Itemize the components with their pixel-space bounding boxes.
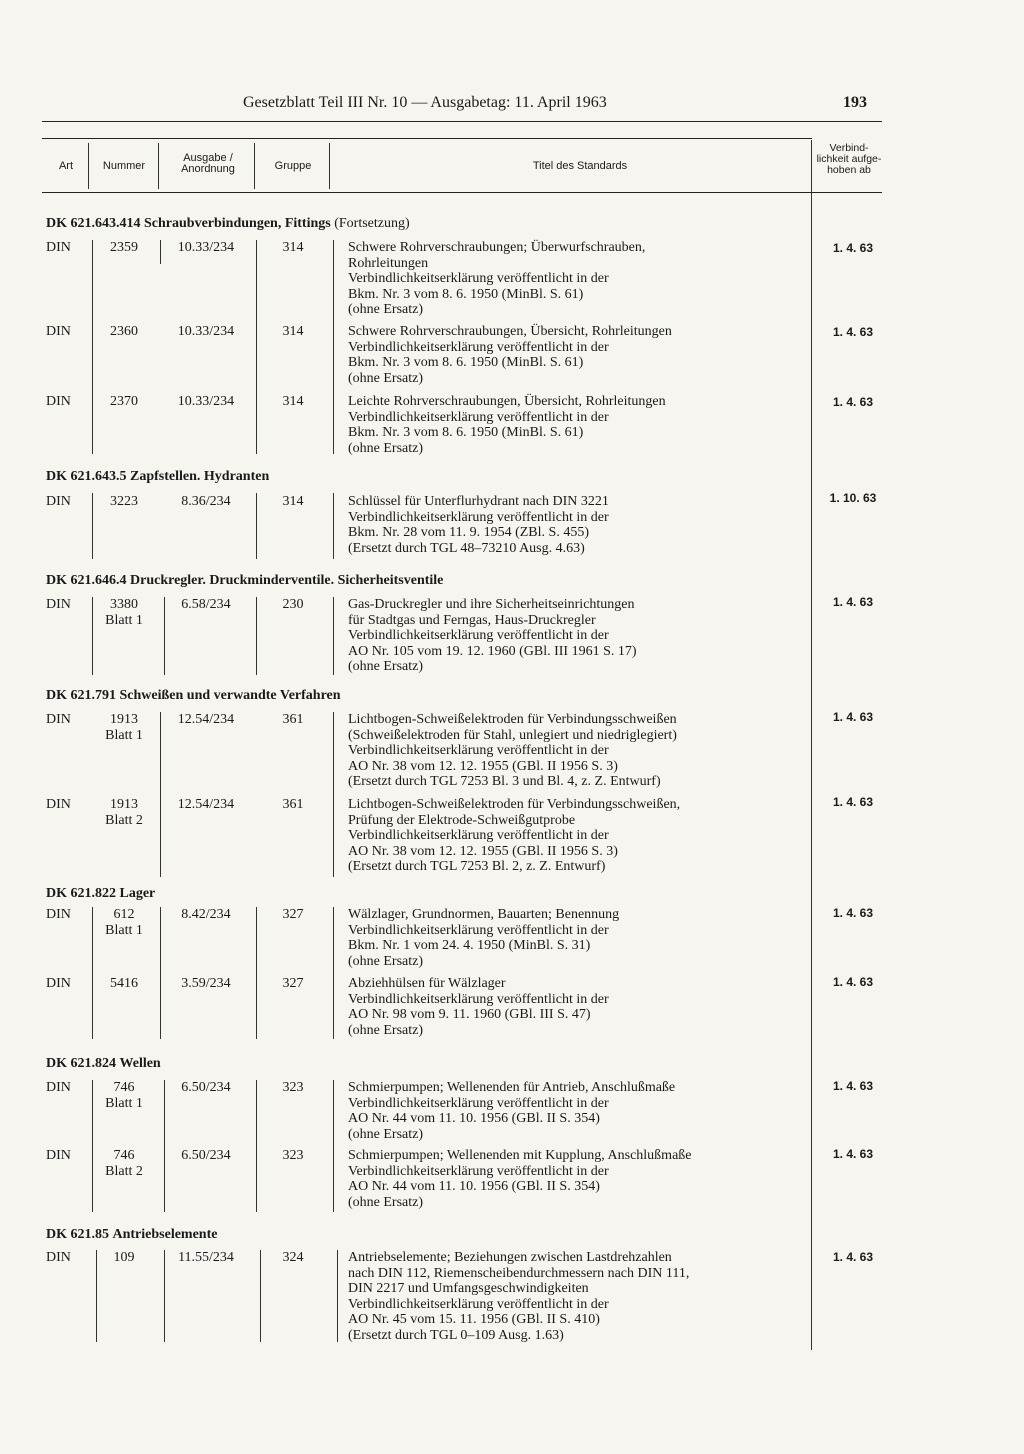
table-header-bottom-rule bbox=[42, 192, 882, 193]
titel-line: Verbindlichkeitserklärung veröffentlicht in der bbox=[348, 628, 609, 643]
titel-line: DIN 2217 und Umfangsgeschwindigkeiten bbox=[348, 1281, 589, 1296]
cell-titel bbox=[348, 1080, 804, 1142]
section-heading bbox=[46, 469, 269, 485]
cell-nummer-line: 2360 bbox=[110, 324, 138, 339]
cell-datum: 1. 4. 63 bbox=[832, 710, 874, 724]
column-header-nummer: Nummer bbox=[102, 160, 146, 172]
titel-line: Bkm. Nr. 3 vom 8. 6. 1950 (MinBl. S. 61) bbox=[348, 286, 584, 302]
column-header-verbindlichkeit: Verbind- lichkeit aufge- hoben ab bbox=[816, 142, 882, 176]
titel-line: (ohne Ersatz) bbox=[348, 1126, 424, 1142]
cell-nummer bbox=[90, 240, 158, 256]
titel-line: Abziehhülsen für Wälzlager bbox=[348, 976, 506, 991]
cell-titel bbox=[348, 597, 804, 675]
cell-ausgabe: 6.50/234 bbox=[181, 1080, 231, 1095]
section-dk: DK 621.643.5 bbox=[46, 469, 127, 484]
cell-titel bbox=[348, 976, 804, 1038]
cell-titel bbox=[348, 712, 804, 790]
titel-line: (ohne Ersatz) bbox=[348, 302, 424, 317]
titel-line: (ohne Ersatz) bbox=[348, 370, 424, 386]
section-name: Lager bbox=[119, 886, 156, 901]
cell-titel bbox=[348, 1148, 804, 1210]
cell-nummer bbox=[90, 1080, 158, 1111]
cell-art: DIN bbox=[46, 597, 71, 612]
cell-nummer-line: 3380 bbox=[110, 597, 138, 612]
cell-nummer-line: 746 bbox=[113, 1148, 135, 1163]
titel-line: Verbindlichkeitserklärung veröffentlicht in der bbox=[348, 991, 609, 1007]
cell-datum: 1. 4. 63 bbox=[832, 1250, 874, 1264]
cell-nummer bbox=[90, 1250, 158, 1266]
cell-art: DIN bbox=[46, 907, 71, 922]
column-divider bbox=[92, 1080, 93, 1212]
cell-nummer-line: 109 bbox=[113, 1250, 135, 1265]
column-header-art: Art bbox=[58, 160, 74, 172]
titel-line: Verbindlichkeitserklärung veröffentlicht in der bbox=[348, 743, 609, 758]
column-divider bbox=[164, 1250, 165, 1342]
column-divider bbox=[92, 907, 93, 1039]
titel-line: Schwere Rohrverschraubungen, Übersicht, Rohrleitungen bbox=[348, 324, 672, 339]
column-divider bbox=[333, 907, 334, 1039]
column-divider bbox=[158, 143, 159, 189]
cell-nummer bbox=[90, 1148, 158, 1179]
page-header-title: Gesetzblatt Teil III Nr. 10 — Ausgabetag: 11. April 1963 bbox=[243, 94, 607, 111]
cell-titel bbox=[348, 324, 804, 386]
cell-ausgabe: 10.33/234 bbox=[177, 394, 235, 409]
section-name: Wellen bbox=[119, 1056, 161, 1071]
cell-ausgabe: 6.50/234 bbox=[181, 1148, 231, 1163]
cell-datum: 1. 4. 63 bbox=[832, 1079, 874, 1093]
section-name: Schraubverbindungen, Fittings bbox=[144, 216, 331, 231]
cell-art: DIN bbox=[46, 394, 71, 409]
column-divider bbox=[256, 240, 257, 454]
cell-nummer-line: Blatt 2 bbox=[105, 812, 143, 828]
cell-gruppe: 314 bbox=[282, 394, 304, 409]
titel-line: AO Nr. 105 vom 19. 12. 1960 (GBl. III 1961 S. 17) bbox=[348, 643, 637, 659]
titel-line: (ohne Ersatz) bbox=[348, 440, 424, 456]
titel-line: AO Nr. 38 vom 12. 12. 1955 (GBl. II 1956 S. 3) bbox=[348, 758, 618, 774]
titel-line: Verbindlichkeitserklärung veröffentlicht in der bbox=[348, 828, 609, 843]
section-dk: DK 621.85 bbox=[46, 1227, 109, 1242]
cell-nummer-line: 1913 bbox=[110, 797, 138, 812]
titel-line: (ohne Ersatz) bbox=[348, 1022, 424, 1038]
cell-art: DIN bbox=[46, 324, 71, 339]
titel-line: AO Nr. 44 vom 11. 10. 1956 (GBl. II S. 354) bbox=[348, 1179, 600, 1194]
cell-gruppe: 314 bbox=[282, 240, 304, 255]
cell-datum: 1. 4. 63 bbox=[832, 975, 874, 989]
cell-gruppe: 361 bbox=[282, 797, 304, 812]
cell-art: DIN bbox=[46, 1148, 71, 1163]
cell-art: DIN bbox=[46, 494, 71, 509]
cell-ausgabe: 10.33/234 bbox=[177, 324, 235, 339]
column-divider bbox=[256, 1080, 257, 1212]
column-divider bbox=[96, 1250, 97, 1342]
titel-line: für Stadtgas und Ferngas, Haus-Druckregler bbox=[348, 612, 596, 628]
titel-line: AO Nr. 98 vom 9. 11. 1960 (GBl. III S. 47) bbox=[348, 1007, 591, 1022]
cell-ausgabe: 10.33/234 bbox=[177, 240, 235, 255]
cell-art: DIN bbox=[46, 1080, 71, 1095]
cell-art: DIN bbox=[46, 797, 71, 812]
cell-gruppe: 361 bbox=[282, 712, 304, 727]
titel-line: Verbindlichkeitserklärung veröffentlicht in der bbox=[348, 509, 609, 525]
cell-gruppe: 230 bbox=[282, 597, 304, 612]
column-divider bbox=[92, 493, 93, 559]
cell-titel bbox=[348, 797, 804, 875]
column-divider bbox=[254, 143, 255, 189]
column-divider bbox=[88, 143, 89, 189]
column-divider bbox=[160, 712, 161, 877]
titel-line: Verbindlichkeitserklärung veröffentlicht in der bbox=[348, 1095, 609, 1111]
column-divider bbox=[333, 712, 334, 877]
cell-titel bbox=[348, 394, 804, 456]
titel-line: Bkm. Nr. 28 vom 11. 9. 1954 (ZBl. S. 455) bbox=[348, 525, 589, 540]
cell-gruppe: 314 bbox=[282, 324, 304, 339]
cell-nummer-line: 2370 bbox=[110, 394, 138, 409]
header-rule bbox=[42, 121, 882, 122]
titel-line: Bkm. Nr. 3 vom 8. 6. 1950 (MinBl. S. 61) bbox=[348, 355, 584, 370]
cell-titel bbox=[348, 1250, 804, 1343]
titel-line: Bkm. Nr. 3 vom 8. 6. 1950 (MinBl. S. 61) bbox=[348, 425, 584, 440]
cell-nummer-line: 746 bbox=[113, 1080, 135, 1095]
titel-line: Verbindlichkeitserklärung veröffentlicht in der bbox=[348, 922, 609, 938]
section-heading bbox=[46, 886, 155, 902]
section-dk: DK 621.822 bbox=[46, 886, 116, 901]
cell-datum: 1. 4. 63 bbox=[832, 1147, 874, 1161]
column-divider bbox=[164, 597, 165, 675]
titel-line: Verbindlichkeitserklärung veröffentlicht in der bbox=[348, 409, 609, 425]
titel-line: Schmierpumpen; Wellenenden mit Kupplung, Anschlußmaße bbox=[348, 1148, 692, 1163]
column-divider bbox=[92, 597, 93, 675]
cell-titel bbox=[348, 907, 804, 969]
titel-line: (ohne Ersatz) bbox=[348, 1194, 424, 1210]
cell-art: DIN bbox=[46, 1250, 71, 1265]
cell-ausgabe: 3.59/234 bbox=[181, 976, 231, 991]
column-divider bbox=[260, 1250, 261, 1342]
column-divider bbox=[92, 240, 93, 454]
cell-datum: 1. 4. 63 bbox=[832, 795, 874, 809]
section-dk: DK 621.824 bbox=[46, 1056, 116, 1071]
titel-line: (Ersetzt durch TGL 7253 Bl. 3 und Bl. 4, z. Z. Entwurf) bbox=[348, 774, 661, 789]
section-heading bbox=[46, 1227, 217, 1243]
cell-gruppe: 327 bbox=[282, 907, 304, 922]
column-divider bbox=[256, 597, 257, 675]
titel-line: Bkm. Nr. 1 vom 24. 4. 1950 (MinBl. S. 31) bbox=[348, 938, 591, 953]
column-divider bbox=[256, 493, 257, 559]
column-header-gruppe: Gruppe bbox=[274, 160, 312, 172]
cell-nummer-line: 1913 bbox=[110, 712, 138, 727]
section-heading bbox=[46, 573, 443, 589]
section-name: Antriebselemente bbox=[112, 1227, 218, 1242]
cell-ausgabe: 11.55/234 bbox=[178, 1250, 234, 1265]
cell-gruppe: 314 bbox=[282, 494, 304, 509]
cell-ausgabe: 12.54/234 bbox=[177, 712, 235, 727]
section-dk: DK 621.646.4 bbox=[46, 573, 127, 588]
column-divider bbox=[160, 907, 161, 1039]
cell-ausgabe: 12.54/234 bbox=[177, 797, 235, 812]
cell-datum: 1. 10. 63 bbox=[829, 491, 877, 505]
cell-gruppe: 323 bbox=[282, 1148, 304, 1163]
table-top-rule bbox=[42, 138, 812, 139]
page-number: 193 bbox=[843, 94, 867, 111]
titel-line: AO Nr. 38 vom 12. 12. 1955 (GBl. II 1956 S. 3) bbox=[348, 843, 618, 859]
cell-nummer bbox=[90, 394, 158, 410]
section-suffix: (Fortsetzung) bbox=[334, 216, 410, 231]
titel-line: Gas-Druckregler und ihre Sicherheitseinrichtungen bbox=[348, 597, 635, 612]
cell-art: DIN bbox=[46, 712, 71, 727]
column-divider bbox=[164, 1080, 165, 1212]
cell-datum: 1. 4. 63 bbox=[832, 395, 874, 409]
titel-line: Verbindlichkeitserklärung veröffentlicht in der bbox=[348, 339, 609, 355]
cell-nummer bbox=[90, 494, 158, 510]
cell-nummer bbox=[90, 976, 158, 992]
cell-ausgabe: 8.36/234 bbox=[181, 494, 231, 509]
titel-line: Leichte Rohrverschraubungen, Übersicht, Rohrleitungen bbox=[348, 394, 666, 409]
cell-titel bbox=[348, 494, 804, 556]
column-header-ausgabe: Ausgabe / Anordnung bbox=[181, 152, 235, 175]
cell-ausgabe: 6.58/234 bbox=[181, 597, 231, 612]
titel-line: Lichtbogen-Schweißelektroden für Verbindungsschweißen bbox=[348, 712, 677, 727]
cell-art: DIN bbox=[46, 240, 71, 255]
cell-nummer bbox=[90, 712, 158, 743]
titel-line: Verbindlichkeitserklärung veröffentlicht in der bbox=[348, 1296, 609, 1312]
section-heading bbox=[46, 216, 410, 232]
section-name: Schweißen und verwandte Verfahren bbox=[119, 688, 341, 703]
section-name: Druckregler. Druckminderventile. Sicherheitsventile bbox=[130, 573, 444, 588]
titel-line: (ohne Ersatz) bbox=[348, 659, 424, 674]
titel-line: nach DIN 112, Riemenscheibendurchmessern nach DIN 111, bbox=[348, 1265, 690, 1281]
cell-nummer-line: Blatt 1 bbox=[105, 612, 143, 628]
column-divider bbox=[337, 1250, 338, 1342]
cell-nummer-line: Blatt 1 bbox=[105, 727, 143, 743]
cell-nummer-line: 612 bbox=[113, 907, 135, 922]
cell-datum: 1. 4. 63 bbox=[832, 595, 874, 609]
titel-line: AO Nr. 45 vom 15. 11. 1956 (GBl. II S. 410) bbox=[348, 1312, 600, 1327]
column-divider bbox=[329, 143, 330, 189]
cell-titel bbox=[348, 240, 804, 318]
cell-gruppe: 324 bbox=[282, 1250, 304, 1265]
cell-datum: 1. 4. 63 bbox=[832, 906, 874, 920]
titel-line: (ohne Ersatz) bbox=[348, 953, 424, 969]
titel-line: Wälzlager, Grundnormen, Bauarten; Benennung bbox=[348, 907, 620, 922]
cell-gruppe: 327 bbox=[282, 976, 304, 991]
titel-line: Rohrleitungen bbox=[348, 255, 429, 271]
column-divider bbox=[333, 240, 334, 454]
titel-line: Verbindlichkeitserklärung veröffentlicht in der bbox=[348, 1163, 609, 1179]
cell-nummer bbox=[90, 324, 158, 340]
titel-line: (Ersetzt durch TGL 7253 Bl. 2, z. Z. Entwurf) bbox=[348, 859, 606, 874]
column-divider bbox=[333, 1080, 334, 1212]
column-divider bbox=[160, 240, 161, 264]
cell-nummer-line: Blatt 1 bbox=[105, 1095, 143, 1111]
titel-line: (Ersetzt durch TGL 48–73210 Ausg. 4.63) bbox=[348, 540, 585, 556]
section-name: Zapfstellen. Hydranten bbox=[130, 469, 270, 484]
titel-line: Lichtbogen-Schweißelektroden für Verbindungsschweißen, bbox=[348, 797, 681, 812]
column-divider-verbindlichkeit bbox=[811, 140, 812, 1350]
cell-nummer-line: Blatt 1 bbox=[105, 922, 143, 938]
titel-line: Schmierpumpen; Wellenenden für Antrieb, Anschlußmaße bbox=[348, 1080, 676, 1095]
titel-line: Schlüssel für Unterflurhydrant nach DIN 3221 bbox=[348, 494, 609, 509]
cell-nummer-line: 3223 bbox=[110, 494, 138, 509]
titel-line: Verbindlichkeitserklärung veröffentlicht in der bbox=[348, 271, 609, 286]
titel-line: (Schweißelektroden für Stahl, unlegiert und niedriglegiert) bbox=[348, 727, 677, 743]
section-heading bbox=[46, 1056, 161, 1072]
cell-gruppe: 323 bbox=[282, 1080, 304, 1095]
cell-nummer bbox=[90, 907, 158, 938]
cell-ausgabe: 8.42/234 bbox=[181, 907, 231, 922]
cell-nummer-line: Blatt 2 bbox=[105, 1163, 143, 1179]
cell-nummer bbox=[90, 797, 158, 828]
titel-line: Schwere Rohrverschraubungen; Überwurfschrauben, bbox=[348, 240, 646, 255]
titel-line: (Ersetzt durch TGL 0–109 Ausg. 1.63) bbox=[348, 1327, 564, 1343]
section-heading bbox=[46, 688, 341, 704]
column-divider bbox=[256, 907, 257, 1039]
titel-line: Antriebselemente; Beziehungen zwischen Lastdrehzahlen bbox=[348, 1250, 672, 1265]
cell-nummer bbox=[90, 597, 158, 628]
titel-line: AO Nr. 44 vom 11. 10. 1956 (GBl. II S. 354) bbox=[348, 1111, 600, 1126]
cell-nummer-line: 2359 bbox=[110, 240, 138, 255]
section-dk: DK 621.643.414 bbox=[46, 216, 141, 231]
cell-datum: 1. 4. 63 bbox=[832, 241, 874, 255]
section-dk: DK 621.791 bbox=[46, 688, 116, 703]
column-divider bbox=[333, 493, 334, 559]
column-header-titel: Titel des Standards bbox=[532, 160, 628, 172]
cell-datum: 1. 4. 63 bbox=[832, 325, 874, 339]
cell-art: DIN bbox=[46, 976, 71, 991]
cell-nummer-line: 5416 bbox=[110, 976, 138, 991]
titel-line: Prüfung der Elektrode-Schweißgutprobe bbox=[348, 812, 576, 828]
column-divider bbox=[333, 597, 334, 675]
